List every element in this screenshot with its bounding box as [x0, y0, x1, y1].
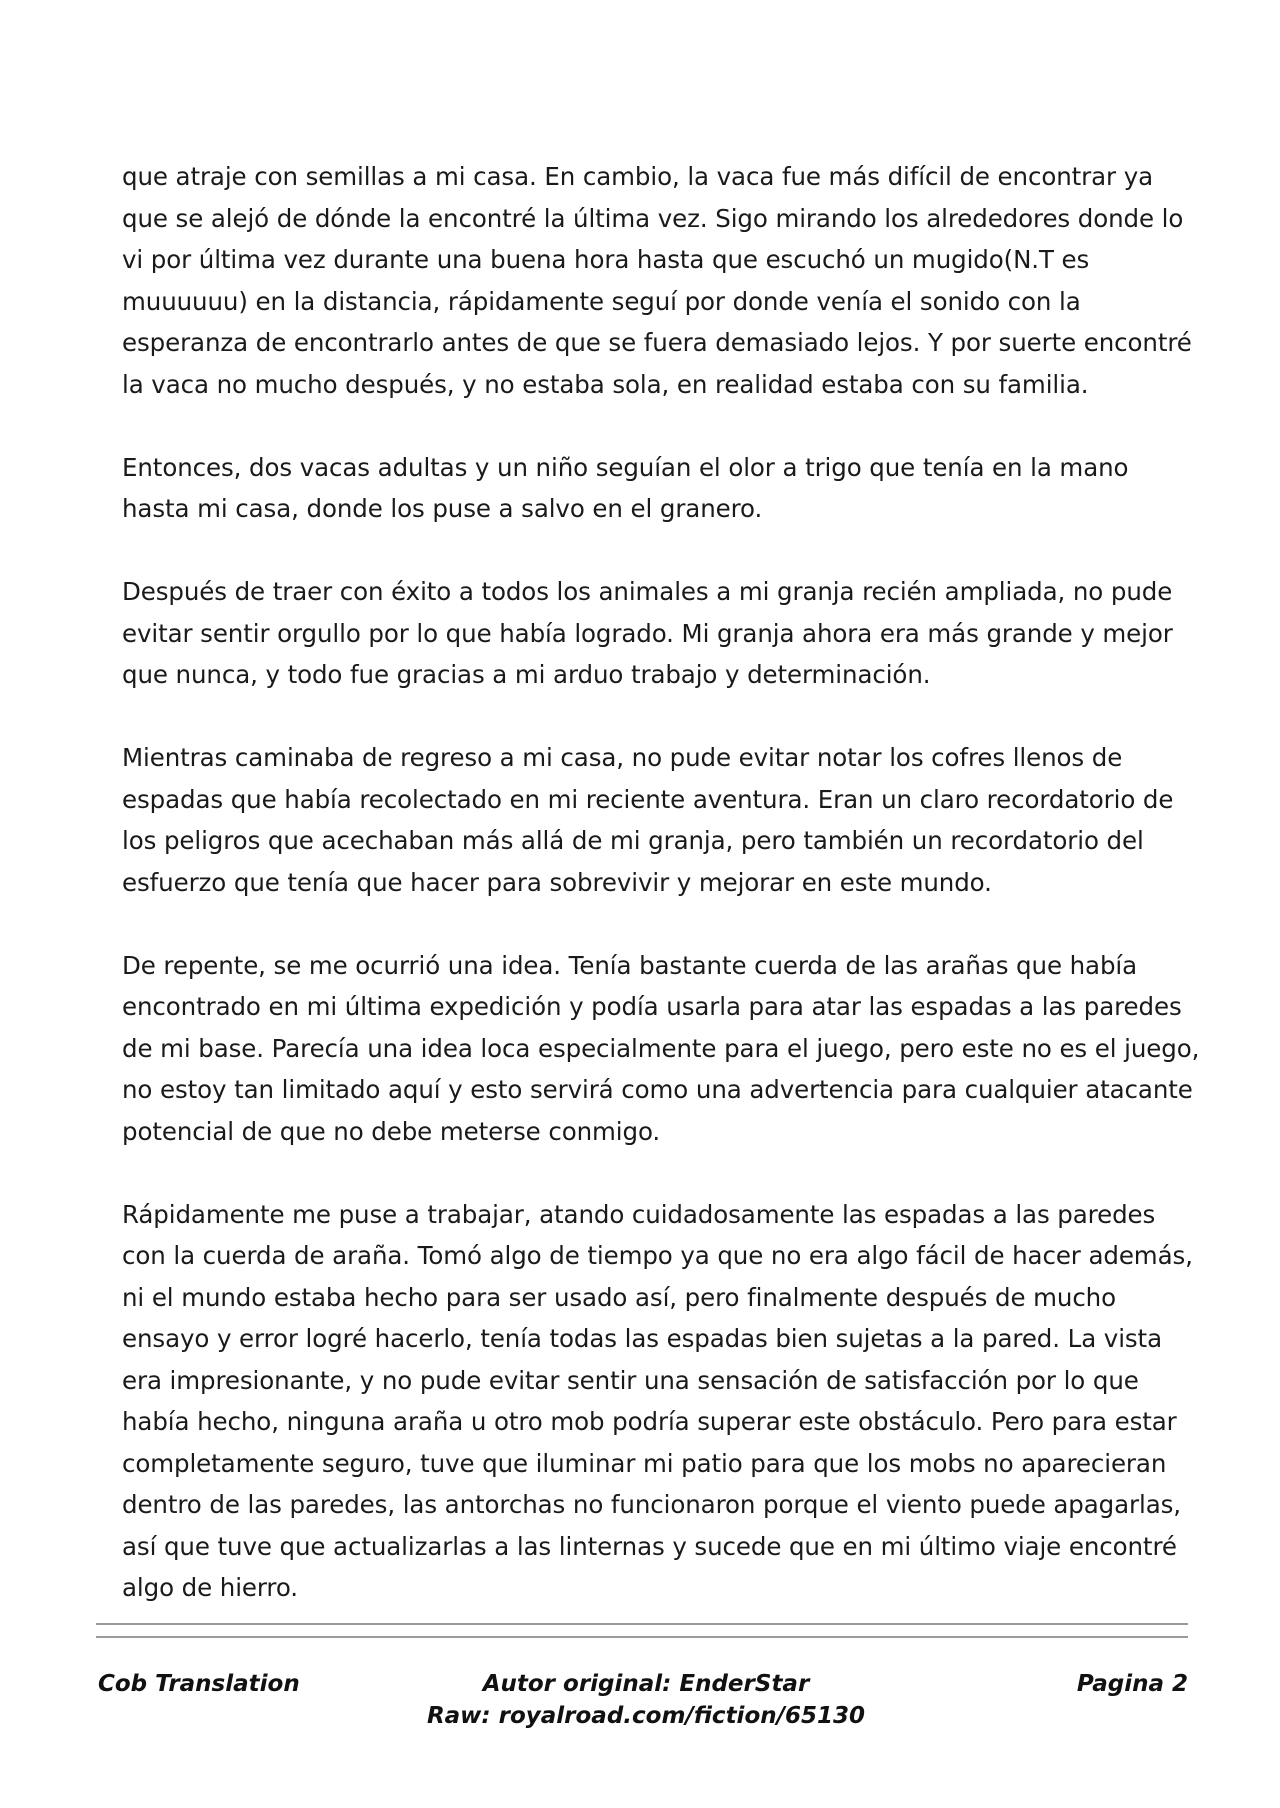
footer-divider-top — [96, 1623, 1188, 1625]
paragraph: Rápidamente me puse a trabajar, atando cuidadosamente las espadas a las paredes con la cuerda de araña. Tomó algo de tiempo ya que no era algo fácil de hacer además, ni el mundo estaba hecho para ser usado así, pero finalmente después de mucho ensayo y error logré hacerlo, tenía todas las espadas bien sujetas a la pared. La vista era impresionante, y no pude evitar sentir una sensación de satisfacción por lo que había hecho, ninguna araña u otro mob podría superar este obstáculo. Pero para estar completamente seguro, tuve que iluminar mi patio para que los mobs no aparecieran dentro de las paredes, las antorchas no funcionaron porque el viento puede apagarlas, así que tuve que actualizarlas a las linternas y sucede que en mi último viaje encontré algo de hierro. — [122, 1199, 1193, 1602]
paragraph: Después de traer con éxito a todos los animales a mi granja recién ampliada, no pude evitar sentir orgullo por lo que había logrado. Mi granja ahora era más grande y mejor que nunca, y todo fue gracias a mi arduo trabajo y determinación. — [122, 577, 1173, 689]
footer-page-number: Pagina 2 — [1076, 1671, 1188, 1697]
body-text — [122, 156, 1202, 1609]
paragraph: Entonces, dos vacas adultas y un niño seguían el olor a trigo que tenía en la mano hasta mi casa, donde los puse a salvo en el granero. — [122, 452, 1129, 523]
paragraph: De repente, se me ocurrió una idea. Tenía bastante cuerda de las arañas que había encontrado en mi última expedición y podía usarla para atar las espadas a las paredes de mi base. Parecía una idea loca especialmente para el juego, pero este no es el juego, no estoy tan limitado aquí y esto servirá como una advertencia para cualquier atacante potencial de que no debe meterse conmigo. — [122, 950, 1200, 1146]
footer-divider-bottom — [96, 1636, 1188, 1638]
footer-original-author: Autor original: EnderStar — [482, 1671, 810, 1697]
footer-raw-source: Raw: royalroad.com/fiction/65130 — [426, 1703, 866, 1729]
paragraph: que atraje con semillas a mi casa. En cambio, la vaca fue más difícil de encontrar ya que se alejó de dónde la encontré la última vez. Sigo mirando los alrededores donde lo vi por última vez durante una buena hora hasta que escuchó un mugido(N.T es muuuuuu) en la distancia, rápidamente seguí por donde venía el sonido con la esperanza de encontrarlo antes de que se fuera demasiado lejos. Y por suerte encontré la vaca no mucho después, y no estaba sola, en realidad estaba con su familia. — [122, 162, 1192, 399]
footer-translator: Cob Translation — [98, 1671, 300, 1697]
paragraph: Mientras caminaba de regreso a mi casa, no pude evitar notar los cofres llenos de espadas que había recolectado en mi reciente aventura. Eran un claro recordatorio de los peligros que acechaban más allá de mi granja, pero también un recordatorio del esfuerzo que tenía que hacer para sobrevivir y mejorar en este mundo. — [122, 743, 1174, 897]
